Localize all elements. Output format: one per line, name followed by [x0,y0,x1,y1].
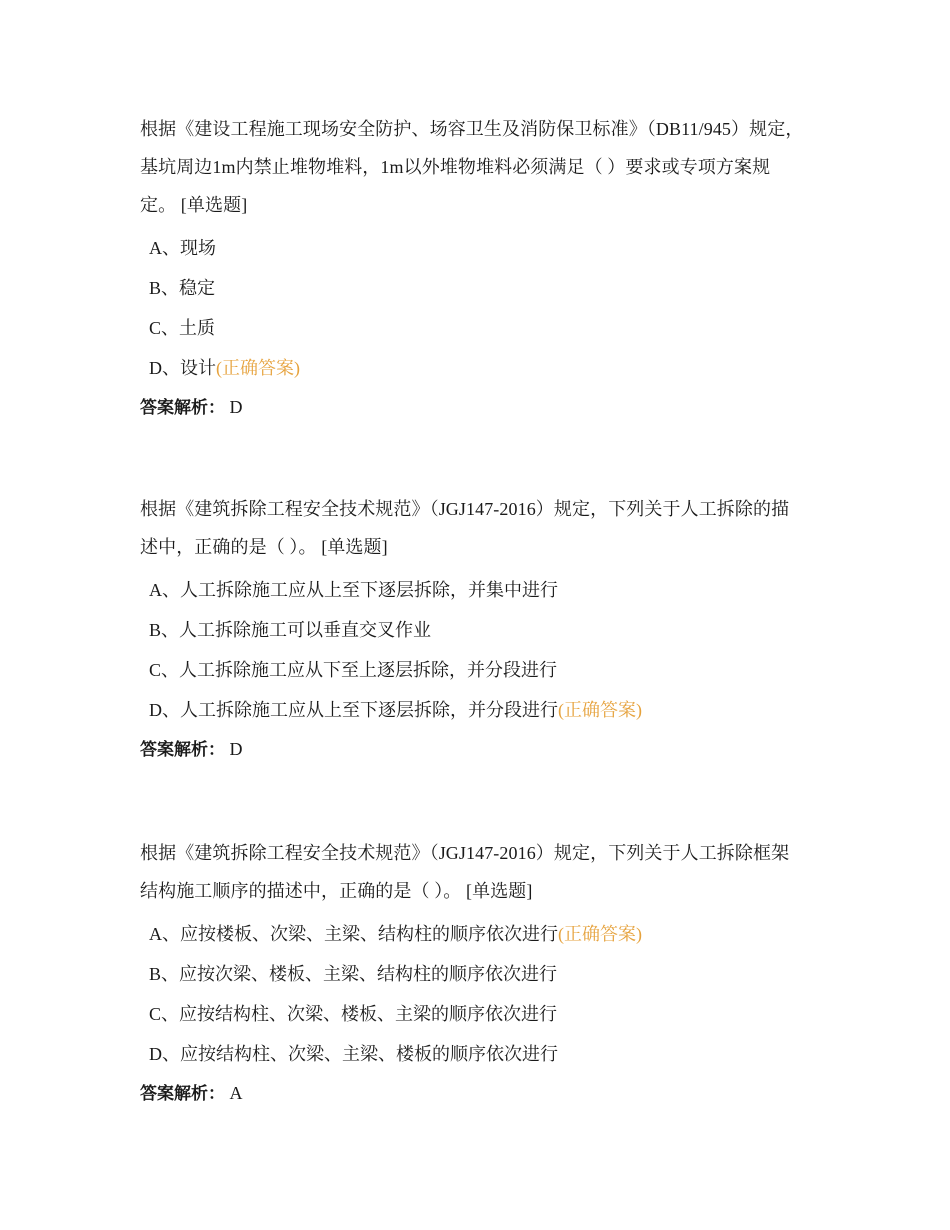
analysis-label: 答案解析： [140,398,225,418]
correct-answer-marker: (正确答案) [558,700,642,720]
option-b [140,610,805,650]
question-stem: 根据《建筑拆除工程安全技术规范》（JGJ147-2016）规定，下列关于人工拆除框架结构施工顺序的描述中，正确的是（ ）。 [单选题] [140,843,790,901]
question-2 [140,490,805,769]
analysis-value: A [229,1083,243,1103]
option-d [140,690,805,730]
correct-answer-marker: (正确答案) [216,358,300,378]
option-a [140,228,805,268]
option-text: D、应按结构柱、次梁、主梁、楼板的顺序依次进行 [149,1044,558,1064]
option-text: B、人工拆除施工可以垂直交叉作业 [149,620,432,640]
option-text: D、人工拆除施工应从上至下逐层拆除，并分段进行 [149,700,558,720]
question-3 [140,834,805,1113]
option-text: B、应按次梁、楼板、主梁、结构柱的顺序依次进行 [149,964,558,984]
option-list [140,228,805,388]
option-text: B、稳定 [149,278,216,298]
option-text: D、设计 [149,358,216,378]
option-text: A、应按楼板、次梁、主梁、结构柱的顺序依次进行 [149,924,558,944]
option-text: A、人工拆除施工应从上至下逐层拆除，并集中进行 [149,580,558,600]
option-list [140,570,805,730]
option-c [140,650,805,690]
analysis-value: D [229,739,243,759]
analysis-value: D [229,397,243,417]
option-c [140,994,805,1034]
option-text: C、土质 [149,318,216,338]
option-text: C、人工拆除施工应从下至上逐层拆除，并分段进行 [149,660,558,680]
option-d [140,1034,805,1074]
option-list [140,914,805,1074]
answer-analysis [140,1074,805,1113]
option-a [140,914,805,954]
question-1 [140,110,805,427]
option-c [140,308,805,348]
option-b [140,954,805,994]
question-stem: 根据《建设工程施工现场安全防护、场容卫生及消防保卫标准》（DB11/945）规定，基坑周边1m内禁止堆物堆料，1m以外堆物堆料必须满足（ ）要求或专项方案规定。 [单选题] [140,119,804,215]
option-text: C、应按结构柱、次梁、楼板、主梁的顺序依次进行 [149,1004,558,1024]
option-b [140,268,805,308]
answer-analysis [140,388,805,427]
question-stem: 根据《建筑拆除工程安全技术规范》（JGJ147-2016）规定，下列关于人工拆除的描述中，正确的是（ ）。 [单选题] [140,499,790,557]
analysis-label: 答案解析： [140,1084,225,1104]
option-a [140,570,805,610]
correct-answer-marker: (正确答案) [558,924,642,944]
answer-analysis [140,730,805,769]
option-text: A、现场 [149,238,216,258]
analysis-label: 答案解析： [140,740,225,760]
option-d [140,348,805,388]
